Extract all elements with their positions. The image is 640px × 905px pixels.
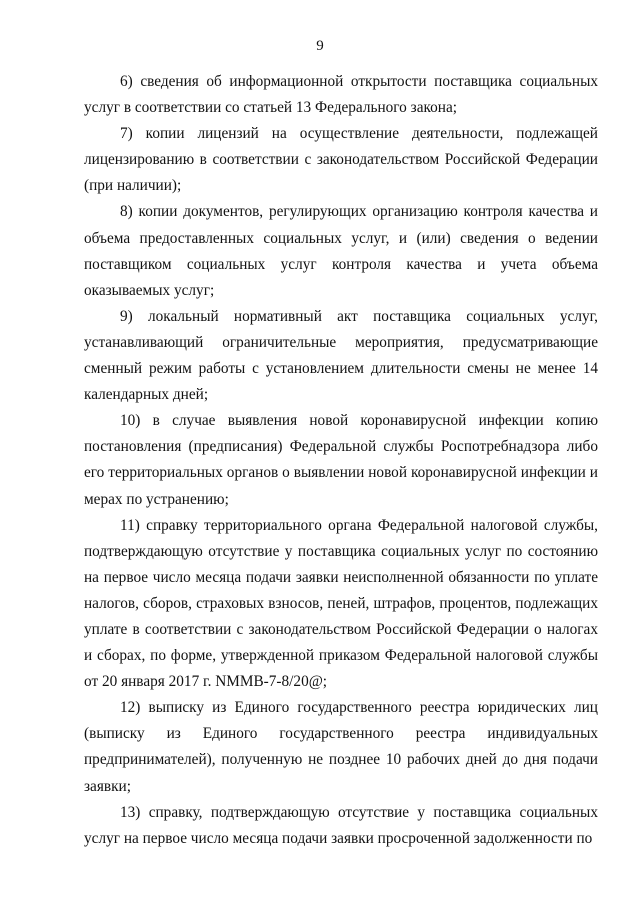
list-item-13: 13) справку, подтверждающую отсутствие у поставщика социальных услуг на первое число месяца подачи заявки просроченной задолженности по — [84, 803, 598, 847]
document-body — [84, 69, 598, 852]
page-number: 9 — [316, 38, 324, 54]
list-item-8: 8) копии документов, регулирующих организацию контроля качества и объема предоставленных социальных услуг, и (или) сведения о ведении поставщиком социальных услуг контроля качества и учета объема оказываемых услуг; — [84, 203, 598, 299]
list-item-7: 7) копии лицензий на осуществление деятельности, подлежащей лицензированию в соответствии с законодательством Российской Федерации (при наличии); — [84, 125, 598, 195]
list-item-9: 9) локальный нормативный акт поставщика социальных услуг, устанавливающий ограничительные мероприятия, предусматривающие сменный режим работы с установлением длительности смены не менее 14 календарных дней; — [84, 307, 598, 404]
list-item-11: 11) справку территориального органа Федеральной налоговой службы, подтверждающую отсутствие у поставщика социальных услуг по состоянию на первое число месяца подачи заявки неисполненной обязанности по уплате налогов, сборов, страховых взносов, пеней, штрафов, процентов, подлежащих уплате в соответствии с законодательством Российской Федерации о налогах и сборах, по форме, утвержденной приказом Федеральной налоговой службы от 20 января 2017 г. NММВ-7-8/20@; — [84, 516, 598, 691]
list-item-12: 12) выписку из Единого государственного реестра юридических лиц (выписку из Единого государственного реестра индивидуальных предпринимателей), полученную не позднее 10 рабочих дней до дня подачи заявки; — [84, 699, 598, 795]
list-item-6: 6) сведения об информационной открытости поставщика социальных услуг в соответствии со статьей 13 Федерального закона; — [84, 73, 598, 117]
list-item-10: 10) в случае выявления новой коронавирусной инфекции копию постановления (предписания) Федеральной службы Роспотребнадзора либо его территориальных органов о выявлении новой коронавирусной инфекции и мерах по устранению; — [84, 412, 598, 508]
